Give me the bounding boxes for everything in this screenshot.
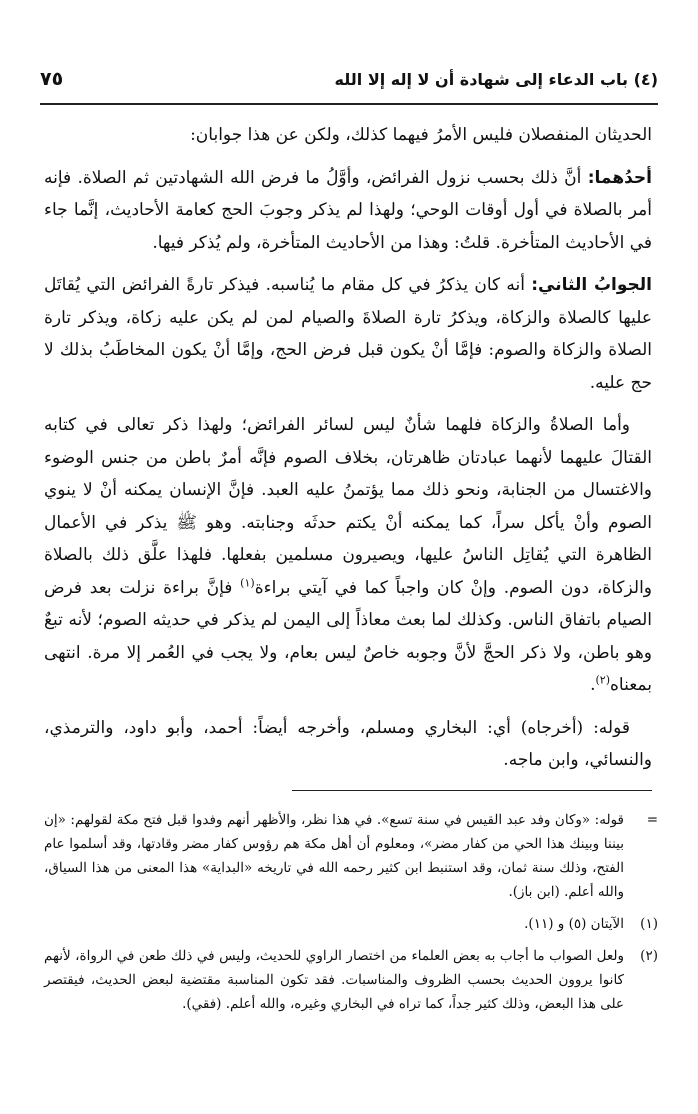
paragraph-lead: الجوابُ الثاني: — [531, 275, 652, 295]
footnote-text: الآيتان (٥) و (١١). — [524, 916, 624, 932]
paragraph-text: فإنَّ براءة نزلت بعد فرض الصيام باتفاق الناس. وكذلك لما بعث معاذاً إلى اليمن لم يذكر في حديثه الصوم؛ لأنه تبعٌ وهو باطن، ولا ذكر الحجَّ لأنَّ وجوبه خاصٌ ليس بعام، ولا يجب في العُمر إلا مرة. انتهى بمعناه — [44, 577, 652, 695]
paragraph — [44, 119, 652, 152]
paragraph-lead: أحدُهما: — [587, 167, 652, 188]
paragraph-text: وأما الصلاةُ والزكاة فلهما شأنٌ ليس لسائر الفرائض؛ ولهذا ذكر تعالى في كتابه القتالَ عليهما لأنهما عبادتان ظاهرتان، بخلاف الصوم فإنَّه أمرٌ باطن من جنس الوضوء والاغتسال من الجنابة، ونحو ذلك مما يؤتمنُ عليه العبد. فإنَّ الإنسان يمكنه أنْ لا ينوي الصوم وأنْ يأكل سراً، كما يمكنه أنْ يكتم حدثَه وجنابته. وهو ﷺ يذكر في الأعمال الظاهرة التي يُقاتِل الناسُ عليها، ويصيرون مسلمين بفعلها. فلهذا علَّق ذلك بالصلاة والزكاة، دون الصوم. وإنْ كان واجباً كما في آيتي براءة — [44, 415, 652, 598]
footnote-ref-2[interactable]: (٢) — [595, 673, 611, 687]
page-header — [40, 64, 658, 100]
footnotes — [44, 808, 658, 1024]
header-rule — [40, 103, 658, 105]
paragraph-text: الحديثان المنفصلان فليس الأمرُ فيهما كذلك، ولكن عن هذا جوابان: — [190, 125, 652, 145]
paragraph — [44, 162, 652, 260]
main-text — [44, 119, 652, 787]
paragraph — [44, 409, 652, 702]
footnote-text: ولعل الصواب ما أجاب به بعض العلماء من اختصار الراوي للحديث، وليس في ذلك طعن في الرواة، لأنهم كانوا يروون الحديث بحسب الظروف والمناسبات. فقد تكون المناسبة مقتضية لبعض الحديث، فيقتصر على هذا البعض، وذلك كثير جداً، كما تراه في البخاري وغيره، والله أعلم. (فقي). — [44, 948, 624, 1012]
paragraph — [44, 712, 652, 777]
paragraph-text: قوله: (أخرجاه) أي: البخاري ومسلم، وأخرجه أيضاً: أحمد، وأبو داود، والترمذي، والنسائي، وابن ماجه. — [44, 717, 652, 770]
footnote — [44, 912, 658, 936]
page-number: ٧٥ — [40, 68, 64, 90]
footnote — [44, 808, 658, 904]
footnote — [44, 944, 658, 1016]
paragraph-text: . — [590, 675, 596, 695]
footnote-marker: (١) — [640, 916, 658, 932]
footnote-rule — [292, 790, 652, 791]
footnote-text: قوله: «وكان وفد عبد القيس في سنة تسع». في هذا نظر، والأظهر أنهم وفدوا قبل فتح مكة لقولهم: «إن بيننا وبينك هذا الحي من كفار مضر»، ومعلوم أن أهل مكة هم رؤوس كفار مضر وقادتها، وقد أسلموا عام الفتح، وذلك سنة ثمان، وقد استنبط ابن كثير رحمه الله في تاريخه «البداية» هذا المعنى من هذا السياق، والله أعلم. (ابن باز). — [44, 812, 624, 900]
footnote-marker: (٢) — [640, 948, 658, 964]
chapter-title: (٤) باب الدعاء إلى شهادة أن لا إله إلا الله — [334, 70, 658, 89]
footnote-marker: = — [646, 812, 658, 828]
paragraph — [44, 269, 652, 399]
footnote-ref-1[interactable]: (١) — [240, 575, 255, 589]
paragraph-text: أنه كان يذكرُ في كل مقام ما يُناسبه. فيذكر تارةً الفرائض التي يُقاتَل عليها كالصلاة والزكاة، ويذكرُ تارة الصلاةَ والصيام لمن لم يكن عليه زكاة، ويذكر تارة الصلاة والزكاة والصوم: فإمَّا أنْ يكون قبل فرض الحج، وإمَّا أنْ يكون المخاطَبُ بذلك لا حج عليه. — [44, 275, 652, 393]
paragraph-text: أنَّ ذلك بحسب نزول الفرائض، وأوَّلُ ما فرض الله الشهادتين ثم الصلاة. فإنه أمر بالصلاة في أول أوقات الوحي؛ ولهذا لم يذكر وجوبَ الحج كعامة الأحاديث، إنَّما جاء في الأحاديث المتأخرة. قلتُ: وهذا من الأحاديث المتأخرة، ولم يُذكر فيها. — [44, 167, 652, 253]
